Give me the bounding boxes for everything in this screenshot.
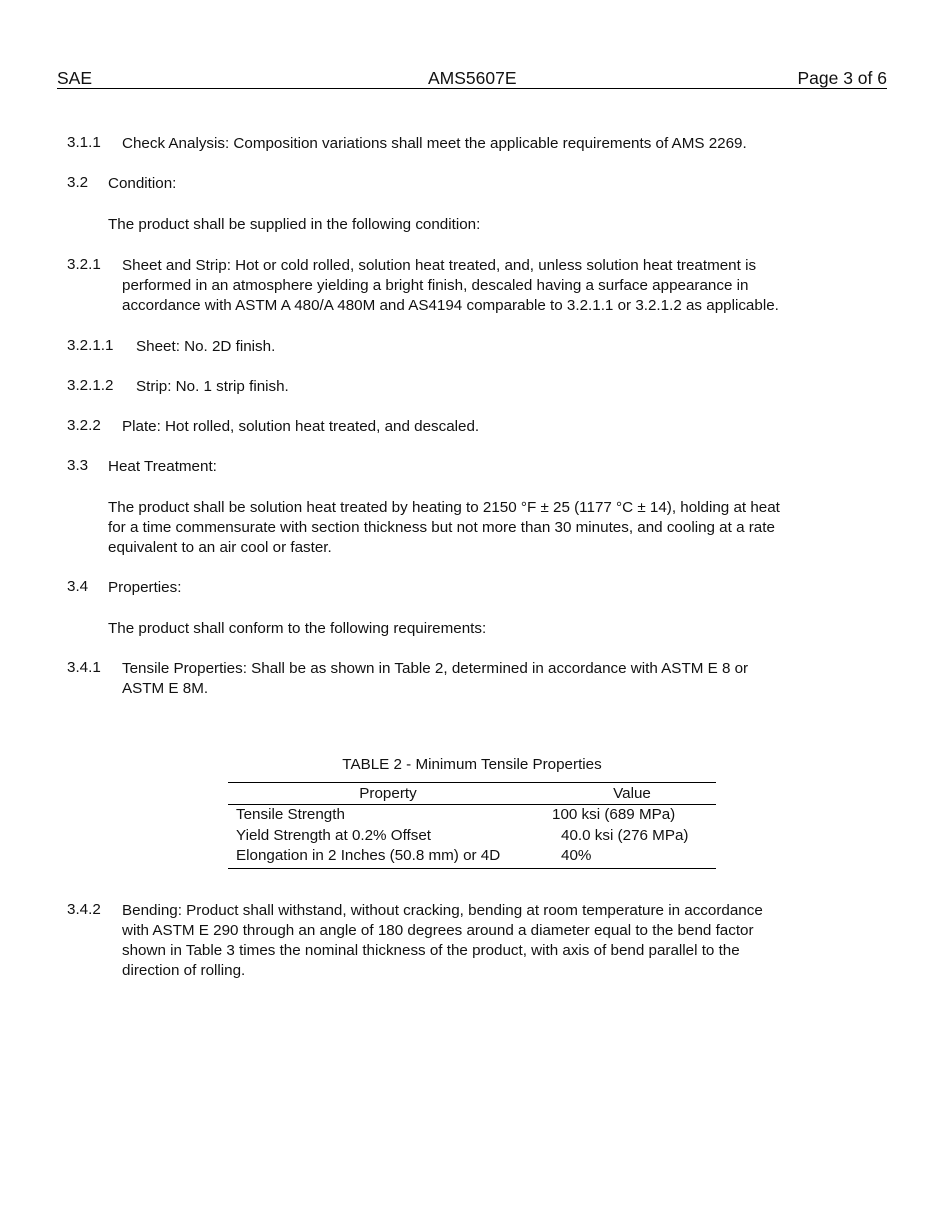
section-3-4-2-line: Bending: Product shall withstand, without cracking, bending at room temperature in accordance xyxy=(122,902,763,919)
section-3-4-heading: Properties: xyxy=(108,579,182,596)
section-number-3-2-2: 3.2.2 xyxy=(67,417,101,434)
table-row xyxy=(228,805,716,826)
section-3-1-1-text: Check Analysis: Composition variations shall meet the applicable requirements of AMS 2269. xyxy=(122,135,747,152)
section-3-4-1-line: Tensile Properties: Shall be as shown in Table 2, determined in accordance with ASTM E 8 or xyxy=(122,660,749,677)
section-number-3-2-1: 3.2.1 xyxy=(67,256,101,273)
section-3-3-body-line: for a time commensurate with section thickness but not more than 30 minutes, and cooling at a rate xyxy=(108,519,775,536)
section-3-2-1-line: accordance with ASTM A 480/A 480M and AS4194 comparable to 3.2.1.1 or 3.2.1.2 as applicable. xyxy=(122,297,779,314)
page-header xyxy=(57,68,887,89)
section-3-4-2-line: with ASTM E 290 through an angle of 180 degrees around a diameter equal to the bend factor xyxy=(122,922,754,939)
header-org: SAE xyxy=(57,68,93,88)
section-number-3-1-1: 3.1.1 xyxy=(67,134,101,151)
table-header-property: Property xyxy=(228,783,548,805)
section-3-2-heading: Condition: xyxy=(108,175,177,192)
table-cell-property: Tensile Strength xyxy=(236,806,345,823)
section-3-4-body: The product shall conform to the following requirements: xyxy=(108,620,487,637)
section-number-3-2-1-1: 3.2.1.1 xyxy=(67,337,114,354)
section-3-3-heading: Heat Treatment: xyxy=(108,458,217,475)
section-number-3-2: 3.2 xyxy=(67,174,89,191)
section-3-3-body-line: The product shall be solution heat treated by heating to 2150 °F ± 25 (1177 °C ± 14), holding at heat xyxy=(108,499,780,516)
section-3-4-2-line: shown in Table 3 times the nominal thickness of the product, with axis of bend parallel to the xyxy=(122,942,740,959)
section-number-3-3: 3.3 xyxy=(67,457,89,474)
table-row xyxy=(228,846,716,868)
header-doc-number: AMS5607E xyxy=(428,68,517,88)
section-3-4-1-line: ASTM E 8M. xyxy=(122,680,209,697)
section-3-2-1-2-text: Strip: No. 1 strip finish. xyxy=(136,378,289,395)
section-number-3-4: 3.4 xyxy=(67,578,89,595)
table-cell-property: Yield Strength at 0.2% Offset xyxy=(236,826,432,844)
table-header-value: Value xyxy=(548,783,716,805)
section-number-3-4-1: 3.4.1 xyxy=(67,659,101,676)
section-3-2-2-text: Plate: Hot rolled, solution heat treated, and descaled. xyxy=(122,418,480,435)
section-3-3-body-line: equivalent to an air cool or faster. xyxy=(108,539,332,556)
table-cell-value: 100 ksi (689 MPa) xyxy=(552,806,676,823)
table-row xyxy=(228,826,716,847)
section-3-4-2-line: direction of rolling. xyxy=(122,962,246,979)
table-cell-property: Elongation in 2 Inches (50.8 mm) or 4D xyxy=(228,846,548,868)
table-cell-value: 40.0 ksi (276 MPa) xyxy=(561,826,689,844)
header-page-number: Page 3 of 6 xyxy=(797,68,887,88)
section-3-2-1-line: performed in an atmosphere yielding a bright finish, descaled having a surface appearance in xyxy=(122,277,749,294)
section-number-3-4-2: 3.4.2 xyxy=(67,901,101,918)
section-number-3-2-1-2: 3.2.1.2 xyxy=(67,377,114,394)
table-2-caption: TABLE 2 - Minimum Tensile Properties xyxy=(342,756,602,773)
section-3-2-1-line: Sheet and Strip: Hot or cold rolled, solution heat treated, and, unless solution heat treatment is xyxy=(122,257,757,274)
table-cell-value: 40% xyxy=(548,846,716,868)
section-3-2-body: The product shall be supplied in the following condition: xyxy=(108,216,481,233)
table-header-row xyxy=(228,783,716,805)
section-3-2-1-1-text: Sheet: No. 2D finish. xyxy=(136,338,276,355)
table-2-minimum-tensile-properties xyxy=(228,782,716,869)
